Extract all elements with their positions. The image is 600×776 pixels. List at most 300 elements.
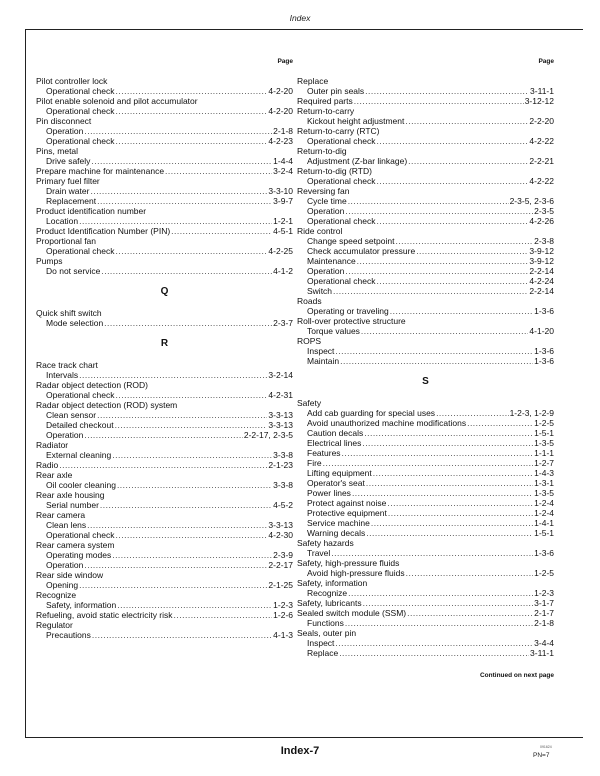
dot-leader <box>407 608 533 618</box>
entry-text: Do not service <box>46 266 101 276</box>
index-entry <box>36 490 293 500</box>
index-subentry <box>297 438 554 448</box>
dot-leader <box>405 116 528 126</box>
dot-leader <box>174 610 273 620</box>
entry-page-ref: 1-4-1 <box>534 518 554 528</box>
index-entry <box>297 608 554 618</box>
dot-leader <box>116 136 268 146</box>
entry-text: Pin disconnect <box>36 116 92 126</box>
entry-text: Return-to-carry <box>297 106 355 116</box>
index-subentry <box>36 370 293 380</box>
index-subentry <box>297 528 554 538</box>
section-letter: S <box>422 376 429 387</box>
dot-leader <box>116 106 268 116</box>
dot-leader <box>104 318 272 328</box>
entry-page-ref: 4-2-25 <box>268 246 293 256</box>
entry-text: Pilot controller lock <box>36 76 108 86</box>
dot-leader <box>363 598 534 608</box>
dot-leader <box>84 126 272 136</box>
entry-text: Safety, information <box>46 600 117 610</box>
index-subentry <box>297 568 554 578</box>
index-entry <box>36 440 293 450</box>
index-subentry <box>297 326 554 336</box>
entry-page-ref: 1-2-1 <box>273 216 293 226</box>
page-column-label: Page <box>538 58 554 65</box>
entry-text: Ride control <box>297 226 343 236</box>
dot-leader <box>79 370 267 380</box>
entry-text: Avoid high-pressure fluids <box>307 568 405 578</box>
entry-page-ref: 1-2-3 <box>273 600 293 610</box>
dot-leader <box>90 186 267 196</box>
entry-page-ref: 1-4-4 <box>273 156 293 166</box>
entry-text: Regulator <box>36 620 73 630</box>
index-entry <box>297 628 554 638</box>
dot-leader <box>342 448 534 458</box>
dot-leader <box>335 638 533 648</box>
dot-leader <box>345 266 528 276</box>
index-subentry <box>297 116 554 126</box>
index-subentry <box>36 216 293 226</box>
index-entry <box>297 336 554 346</box>
entry-page-ref: 4-2-31 <box>268 390 293 400</box>
dot-leader <box>116 86 268 96</box>
entry-page-ref: 3-11-1 <box>530 86 554 96</box>
entry-text: Rear axle <box>36 470 73 480</box>
dot-leader <box>467 418 533 428</box>
dot-leader <box>335 346 533 356</box>
entry-page-ref: 4-2-22 <box>529 176 554 186</box>
index-entry <box>36 620 293 630</box>
entry-page-ref: 3-3-13 <box>268 410 293 420</box>
entry-page-ref: 1-1-1 <box>534 448 554 458</box>
entry-page-ref: 3-3-10 <box>268 186 293 196</box>
entry-text: Product identification number <box>36 206 147 216</box>
dot-leader <box>115 420 268 430</box>
index-subentry <box>36 420 293 430</box>
index-entry <box>36 226 293 236</box>
index-entry <box>36 400 293 410</box>
dot-leader <box>97 410 267 420</box>
dot-leader <box>100 500 272 510</box>
entry-page-ref: 2-3-5 <box>534 206 554 216</box>
entry-page-ref: 2-3-7 <box>273 318 293 328</box>
dot-leader <box>59 460 267 470</box>
index-subentry <box>297 498 554 508</box>
entry-page-ref: 2-2-14 <box>529 286 554 296</box>
entry-text: Lifting equipment <box>307 468 372 478</box>
index-entry <box>36 308 293 318</box>
dot-leader <box>87 520 267 530</box>
dot-leader <box>348 588 533 598</box>
entry-text: Operational check <box>307 216 376 226</box>
entry-text: Seals, outer pin <box>297 628 357 638</box>
entry-text: Primary fuel filter <box>36 176 100 186</box>
entry-text: Operational check <box>46 246 115 256</box>
entry-text: Adjustment (Z-bar linkage) <box>307 156 408 166</box>
entry-text: Return-to-dig <box>297 146 347 156</box>
entry-page-ref: 4-1-2 <box>273 266 293 276</box>
entry-page-ref: 4-5-1 <box>273 226 293 236</box>
index-entry <box>297 538 554 548</box>
entry-text: Refueling, avoid static electricity risk <box>36 610 173 620</box>
entry-page-ref: 2-1-8 <box>273 126 293 136</box>
entry-text: Inspect <box>307 346 335 356</box>
index-subentry <box>36 520 293 530</box>
entry-page-ref: 4-2-24 <box>529 276 554 286</box>
dot-leader <box>116 246 268 256</box>
entry-text: Rear camera system <box>36 540 115 550</box>
entry-page-ref: 1-3-5 <box>534 438 554 448</box>
entry-text: Travel <box>307 548 331 558</box>
entry-page-ref: 3-11-1 <box>530 648 554 658</box>
entry-page-ref: 1-5-1 <box>534 428 554 438</box>
index-subentry <box>297 468 554 478</box>
index-subentry <box>297 356 554 366</box>
entry-text: Pilot enable solenoid and pilot accumulator <box>36 96 198 106</box>
index-entry <box>36 146 293 156</box>
running-header: Index <box>289 13 311 23</box>
index-entry <box>297 316 554 326</box>
entry-text: Operational check <box>46 136 115 146</box>
index-subentry <box>36 600 293 610</box>
entry-text: Operational check <box>46 106 115 116</box>
entry-text: Prepare machine for maintenance <box>36 166 165 176</box>
dot-leader <box>116 390 268 400</box>
dot-leader <box>101 266 272 276</box>
entry-text: Safety hazards <box>297 538 354 548</box>
entry-page-ref: 3-3-8 <box>273 450 293 460</box>
index-column-right <box>297 58 554 679</box>
dot-leader <box>112 550 272 560</box>
entry-page-ref: 1-5-1 <box>534 528 554 538</box>
dot-leader <box>91 156 272 166</box>
dot-leader <box>331 548 533 558</box>
entry-page-ref: 2-3-8 <box>534 236 554 246</box>
index-subentry <box>36 430 293 440</box>
dot-leader <box>340 356 533 366</box>
entry-page-ref: 3-2-4 <box>273 166 293 176</box>
entry-text: Maintain <box>307 356 340 366</box>
dot-leader <box>361 326 529 336</box>
entry-text: Race track chart <box>36 360 98 370</box>
index-subentry <box>36 266 293 276</box>
dot-leader <box>171 226 272 236</box>
entry-text: Radio <box>36 460 59 470</box>
entry-text: Operating modes <box>46 550 112 560</box>
entry-page-ref: 2-1-7 <box>534 608 554 618</box>
entry-text: Product Identification Number (PIN) <box>36 226 171 236</box>
continued-note: Continued on next page <box>479 672 554 679</box>
index-entry <box>36 610 293 620</box>
index-subentry <box>36 480 293 490</box>
entry-text: Add cab guarding for special uses <box>307 408 436 418</box>
index-entry <box>297 166 554 176</box>
index-subentry <box>36 246 293 256</box>
entry-text: Change speed setpoint <box>307 236 395 246</box>
entry-page-ref: 1-2-4 <box>534 508 554 518</box>
index-entry <box>297 226 554 236</box>
entry-page-ref: 3-9-12 <box>529 246 554 256</box>
index-subentry <box>297 638 554 648</box>
entry-text: Drain water <box>46 186 90 196</box>
index-subentry <box>297 618 554 628</box>
index-subentry <box>297 518 554 528</box>
index-entry <box>297 296 554 306</box>
dot-leader <box>323 458 534 468</box>
entry-page-ref: 3-3-13 <box>268 420 293 430</box>
entry-text: Drive safely <box>46 156 91 166</box>
page-number: Index-7 <box>280 745 320 757</box>
entry-page-ref: 2-3-9 <box>273 550 293 560</box>
entry-text: Roll-over protective structure <box>297 316 406 326</box>
entry-page-ref: 3-2-14 <box>268 370 293 380</box>
dot-leader <box>117 480 272 490</box>
entry-page-ref: 4-1-3 <box>273 630 293 640</box>
entry-text: Operational check <box>46 86 115 96</box>
index-entry <box>36 166 293 176</box>
index-entry <box>36 256 293 266</box>
entry-page-ref: 1-4-3 <box>534 468 554 478</box>
section-letter: R <box>160 338 169 349</box>
entry-text: Safety <box>297 398 322 408</box>
index-subentry <box>297 196 554 206</box>
index-subentry <box>36 86 293 96</box>
entry-page-ref: 4-2-30 <box>268 530 293 540</box>
entry-page-ref: 3-3-13 <box>268 520 293 530</box>
index-subentry <box>36 500 293 510</box>
entry-text: Replace <box>307 648 339 658</box>
dot-leader <box>348 196 509 206</box>
dot-leader <box>339 648 529 658</box>
entry-page-ref: 1-3-1 <box>534 478 554 488</box>
index-subentry <box>297 86 554 96</box>
entry-text: Operation <box>46 560 84 570</box>
index-entry <box>297 126 554 136</box>
index-column-left <box>36 58 293 640</box>
index-entry <box>297 76 554 86</box>
entry-page-ref: 4-5-2 <box>273 500 293 510</box>
index-entry <box>36 470 293 480</box>
index-subentry <box>297 246 554 256</box>
index-subentry <box>297 588 554 598</box>
entry-page-ref: 4-2-26 <box>529 216 554 226</box>
entry-text: Cycle time <box>307 196 347 206</box>
entry-text: Oil cooler cleaning <box>46 480 116 490</box>
entry-page-ref: 3-12-12 <box>524 96 554 106</box>
entry-page-ref: 1-3-6 <box>534 548 554 558</box>
entry-text: Kickout height adjustment <box>307 116 405 126</box>
entry-text: Features <box>307 448 341 458</box>
entry-page-ref: 1-3-6 <box>534 306 554 316</box>
dot-leader <box>79 580 267 590</box>
index-entry <box>36 96 293 106</box>
header-rule <box>25 29 583 30</box>
index-entry <box>36 380 293 390</box>
dot-leader <box>365 86 529 96</box>
index-subentry <box>36 390 293 400</box>
entry-text: Mode selection <box>46 318 104 328</box>
entry-page-ref: 2-3-5, 2-3-6 <box>509 196 554 206</box>
index-entry <box>36 590 293 600</box>
entry-page-ref: 1-2-7 <box>534 458 554 468</box>
index-subentry <box>36 410 293 420</box>
entry-page-ref: 4-2-20 <box>268 86 293 96</box>
dot-leader <box>112 450 272 460</box>
entry-page-ref: 4-2-20 <box>268 106 293 116</box>
entry-text: Replace <box>297 76 329 86</box>
entry-text: Operation <box>307 266 345 276</box>
index-subentry <box>297 176 554 186</box>
index-subentry <box>297 206 554 216</box>
entry-text: Power lines <box>307 488 351 498</box>
index-entry <box>36 460 293 470</box>
entry-text: Protect against noise <box>307 498 387 508</box>
entry-page-ref: 2-2-20 <box>529 116 554 126</box>
entry-page-ref: 2-2-17, 2-3-5 <box>243 430 293 440</box>
index-subentry <box>297 156 554 166</box>
index-entry <box>36 176 293 186</box>
entry-text: Electrical lines <box>307 438 362 448</box>
entry-text: Radiator <box>36 440 69 450</box>
entry-text: Safety, information <box>297 578 368 588</box>
dot-leader <box>408 156 528 166</box>
index-subentry <box>36 550 293 560</box>
index-subentry <box>297 488 554 498</box>
entry-page-ref: 1-2-6 <box>273 610 293 620</box>
entry-page-ref: 1-3-6 <box>534 346 554 356</box>
index-subentry <box>297 508 554 518</box>
entry-text: Intervals <box>46 370 79 380</box>
entry-page-ref: 2-1-23 <box>268 460 293 470</box>
footer-rule <box>25 737 583 738</box>
dot-leader <box>387 498 533 508</box>
entry-text: Reversing fan <box>297 186 350 196</box>
entry-text: Serial number <box>46 500 99 510</box>
entry-text: Fire <box>307 458 322 468</box>
entry-text: Detailed checkout <box>46 420 114 430</box>
index-subentry <box>297 276 554 286</box>
index-entry <box>36 540 293 550</box>
entry-page-ref: 1-2-5 <box>534 568 554 578</box>
index-entry <box>297 558 554 568</box>
entry-text: Return-to-carry (RTC) <box>297 126 380 136</box>
index-subentry <box>36 136 293 146</box>
pn-label: PN=7 <box>533 752 550 759</box>
index-subentry <box>36 630 293 640</box>
index-entry <box>297 106 554 116</box>
entry-text: Clean lens <box>46 520 87 530</box>
index-subentry <box>36 186 293 196</box>
index-subentry <box>297 136 554 146</box>
dot-leader <box>366 478 533 488</box>
entry-page-ref: 2-2-21 <box>529 156 554 166</box>
entry-page-ref: 1-2-5 <box>534 418 554 428</box>
entry-text: Check accumulator pressure <box>307 246 416 256</box>
entry-page-ref: 3-1-7 <box>534 598 554 608</box>
dot-leader <box>345 618 533 628</box>
entry-page-ref: 3-9-7 <box>273 196 293 206</box>
entry-text: Maintenance <box>307 256 356 266</box>
index-subentry <box>297 236 554 246</box>
dot-leader <box>345 206 533 216</box>
dot-leader <box>84 430 243 440</box>
index-subentry <box>36 106 293 116</box>
entry-page-ref: 3-4-4 <box>534 638 554 648</box>
index-subentry <box>297 648 554 658</box>
entry-text: Pins, metal <box>36 146 79 156</box>
entry-page-ref: 3-3-8 <box>273 480 293 490</box>
entry-page-ref: 2-2-17 <box>268 560 293 570</box>
index-subentry <box>36 530 293 540</box>
index-subentry <box>36 580 293 590</box>
entry-text: Opening <box>46 580 79 590</box>
entry-text: Recognize <box>36 590 77 600</box>
entry-text: Clean sensor <box>46 410 97 420</box>
entry-text: Rear axle housing <box>36 490 105 500</box>
document-code: 091624 <box>540 745 552 749</box>
entry-text: Operation <box>46 126 84 136</box>
entry-page-ref: 4-2-23 <box>268 136 293 146</box>
index-subentry <box>36 318 293 328</box>
index-subentry <box>297 548 554 558</box>
index-subentry <box>297 306 554 316</box>
dot-leader <box>333 286 528 296</box>
entry-text: Switch <box>307 286 333 296</box>
index-subentry <box>297 458 554 468</box>
entry-page-ref: 2-1-25 <box>268 580 293 590</box>
entry-text: Torque values <box>307 326 360 336</box>
index-entry <box>297 96 554 106</box>
index-entry <box>297 186 554 196</box>
dot-leader <box>390 306 533 316</box>
index-entry <box>36 206 293 216</box>
entry-text: Return-to-dig (RTD) <box>297 166 372 176</box>
dot-leader <box>377 176 529 186</box>
dot-leader <box>406 568 534 578</box>
dot-leader <box>436 408 509 418</box>
index-entry <box>36 360 293 370</box>
index-subentry <box>297 428 554 438</box>
entry-page-ref: 3-9-12 <box>529 256 554 266</box>
entry-page-ref: 2-1-8 <box>534 618 554 628</box>
dot-leader <box>97 196 272 206</box>
entry-text: Pumps <box>36 256 63 266</box>
index-subentry <box>36 126 293 136</box>
index-subentry <box>297 216 554 226</box>
index-entry <box>36 76 293 86</box>
index-subentry <box>297 478 554 488</box>
index-subentry <box>36 560 293 570</box>
entry-text: Radar object detection (ROD) <box>36 380 148 390</box>
entry-text: Roads <box>297 296 322 306</box>
dot-leader <box>364 428 533 438</box>
entry-text: Operational check <box>307 176 376 186</box>
entry-text: Outer pin seals <box>307 86 365 96</box>
dot-leader <box>377 216 529 226</box>
left-margin-rule <box>25 29 26 737</box>
index-entry <box>36 116 293 126</box>
index-entry <box>36 570 293 580</box>
entry-page-ref: 1-2-4 <box>534 498 554 508</box>
dot-leader <box>366 528 533 538</box>
entry-page-ref: 1-2-3, 1-2-9 <box>509 408 554 418</box>
dot-leader <box>357 256 529 266</box>
dot-leader <box>373 468 533 478</box>
dot-leader <box>377 276 529 286</box>
entry-text: Safety, lubricants <box>297 598 362 608</box>
index-entry <box>297 398 554 408</box>
index-subentry <box>297 266 554 276</box>
